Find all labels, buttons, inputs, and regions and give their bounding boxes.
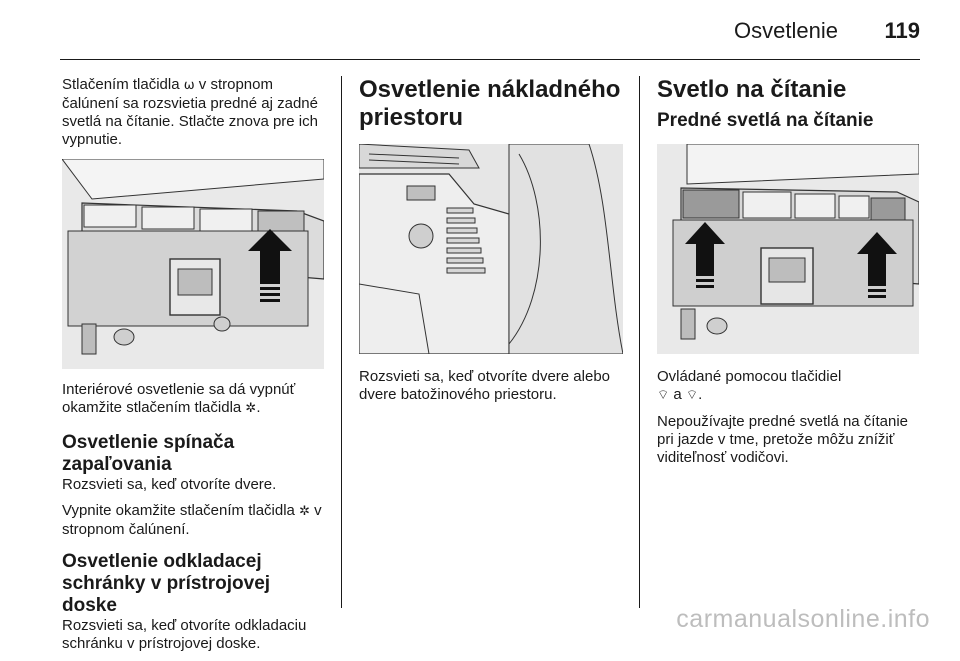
heading-glovebox: Osvetlenie odkladacej schránky v prístrojovej doske bbox=[62, 551, 271, 616]
running-title: Osvetlenie bbox=[734, 18, 838, 43]
interior-light-icon: ✲ bbox=[299, 504, 310, 519]
figure-cargo-area bbox=[359, 144, 623, 354]
column-1 bbox=[62, 76, 326, 661]
glovebox-paragraph: Rozsvieti sa, keď otvoríte odkladaciu schránku v prístrojovej doske. bbox=[62, 617, 307, 652]
front-reading-lights-illustration bbox=[657, 144, 919, 354]
heading-reading-light: Svetlo na čítanie bbox=[657, 76, 847, 103]
cargo-paragraph: Rozsvieti sa, keď otvoríte dvere alebo dvere batožinového priestoru. bbox=[359, 368, 611, 403]
heading-front-reading-lights: Predné svetlá na čítanie bbox=[657, 110, 874, 131]
column-3 bbox=[657, 76, 923, 475]
column-divider-1 bbox=[341, 76, 342, 608]
header-divider bbox=[60, 59, 920, 60]
reading-light-right-icon: ⌔ bbox=[685, 388, 699, 403]
interior-light-icon: ✲ bbox=[245, 401, 257, 416]
figure-front-reading-lights bbox=[657, 144, 919, 354]
intro-paragraph: Stlačením tlačidla ⍵ v stropnom čalúnení sa rozsvietia predné aj zadné svetlá na čítanie. Stlačte znova pre ich vypnutie. bbox=[62, 76, 318, 148]
page-number: 119 bbox=[884, 18, 920, 43]
interior-light-paragraph: Interiérové osvetlenie sa dá vypnúť okamžite stlačením tlačidla ✲. bbox=[62, 381, 296, 416]
ceiling-console-illustration bbox=[62, 159, 324, 369]
ignition-paragraph-1: Rozsvieti sa, keď otvoríte dvere. bbox=[62, 476, 277, 493]
reading-light-left-icon: ⌔ bbox=[657, 388, 670, 403]
figure-ceiling-console bbox=[62, 159, 324, 369]
controls-paragraph: Ovládané pomocou tlačidiel ⌔ a ⌔. bbox=[657, 368, 842, 403]
cargo-area-illustration bbox=[359, 144, 623, 354]
heading-cargo: Osvetlenie nákladného priestoru bbox=[359, 76, 621, 131]
column-2 bbox=[359, 76, 625, 412]
warning-paragraph: Nepoužívajte predné svetlá na čítanie pri jazde v tme, pretože môžu znížiť viditeľnosť vodičovi. bbox=[657, 413, 908, 466]
watermark: carmanualsonline.info bbox=[676, 605, 930, 633]
ignition-paragraph-2: Vypnite okamžite stlačením tlačidla ✲ v stropnom čalúnení. bbox=[62, 502, 322, 538]
heading-ignition: Osvetlenie spínača zapaľovania bbox=[62, 432, 235, 475]
reading-light-icon: ⍵ bbox=[183, 78, 195, 93]
column-divider-2 bbox=[639, 76, 640, 608]
